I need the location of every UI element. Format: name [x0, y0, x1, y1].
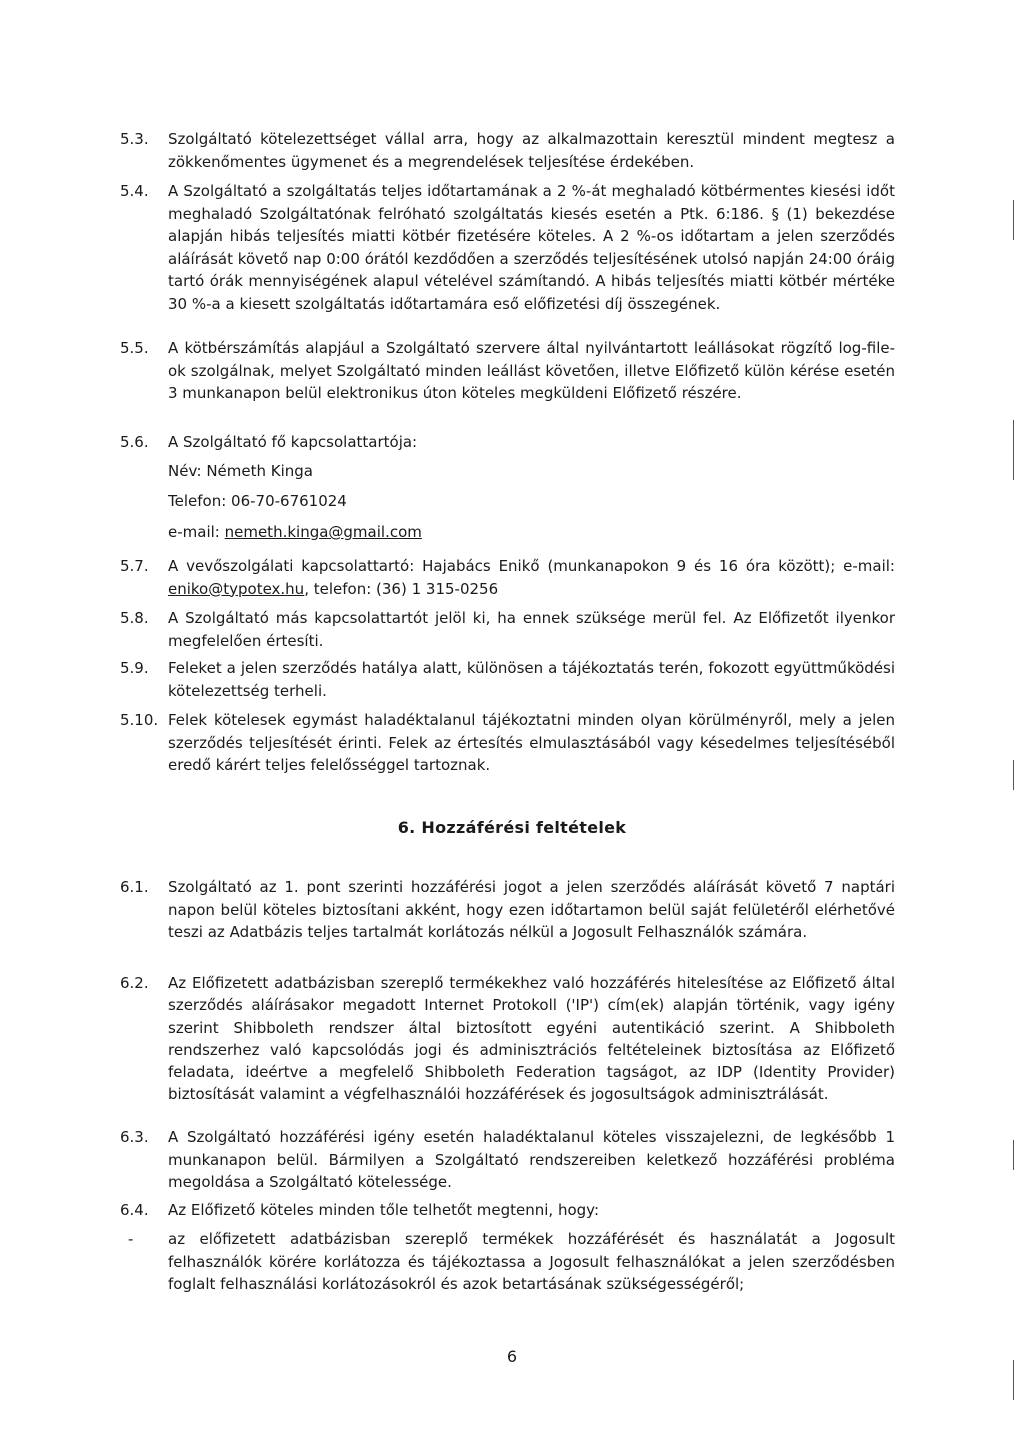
clause-number: 6.4.	[120, 1201, 149, 1219]
scan-edge-mark	[1013, 1140, 1014, 1170]
clause-text: Felek kötelesek egymást haladéktalanul tájékoztatni minden olyan körülményről, mely a jelen szerződés teljesítését érinti. Felek az értesítés elmulasztásából vagy késedelmes teljesítéséből eredő kárért teljes felelősséggel tartoznak.	[168, 711, 895, 774]
clause-5-10	[120, 709, 895, 777]
contact-email-link[interactable]: nemeth.kinga@gmail.com	[224, 523, 422, 541]
clause-text	[168, 555, 895, 600]
bullet-text: az előfizetett adatbázisban szereplő termékek hozzáférését és használatát a Jogosult felhasználók körére korlátozza és tájékoztassa a Jogosult felhasználókat a jelen szerződésben foglalt felhasználási korlátozásokról és azok betartásának szükségességéről;	[168, 1230, 895, 1293]
clause-text-part: , telefon: (36) 1 315-0256	[304, 579, 499, 598]
clause-text: A kötbérszámítás alapjául a Szolgáltató szervere által nyilvántartott leállásokat rögzítő log-file-ok szolgálnak, melyet Szolgáltató minden leállást követően, illetve Előfizető külön kérése esetén 3 munkanapon belül elektronikus úton köteles megküldeni Előfizető részére.	[168, 339, 895, 402]
section-heading: 6. Hozzáférési feltételek	[397, 818, 627, 837]
clause-text: A Szolgáltató hozzáférési igény esetén haladéktalanul köteles visszajelezni, de legkésőbb 1 munkanapon belül. Bármilyen a Szolgáltató rendszereiben keletkező hozzáférési probléma megoldása a Szolgáltató kötelessége.	[168, 1128, 895, 1191]
clause-number: 5.7.	[120, 557, 149, 575]
clause-5-5	[120, 337, 895, 405]
clause-5-4	[120, 180, 895, 315]
clause-5-9	[120, 657, 895, 702]
clause-text: Szolgáltató az 1. pont szerinti hozzáférési jogot a jelen szerződés aláírását követő 7 naptári napon belül köteles biztosítani akként, hogy ezen időtartamon belül saját felületéről elérhetővé teszi az Adatbázis teljes tartalmát korlátozás nélkül a Jogosult Felhasználók számára.	[168, 878, 895, 941]
clause-text: Az Előfizetett adatbázisban szereplő termékekhez való hozzáférés hitelesítése az Előfizető által szerződés aláírásakor megadott Internet Protokoll ('IP') cím(ek) alapján történik, vagy igény szerint Shibboleth rendszer által biztosított egyéni autentikáció szerint. A Shibboleth rendszerhez való kapcsolódás jogi és adminisztrációs feltételeinek biztosítása az Előfizető feladata, ideértve a megfelelő Shibboleth Federation tagságot, az IDP (Identity Provider) biztosítását valamint a végfelhasználói hozzáférések és jogosultságok adminisztrálását.	[168, 974, 895, 1104]
clause-number: 5.4.	[120, 182, 149, 200]
clause-number: 6.1.	[120, 878, 149, 896]
scan-edge-mark	[1013, 760, 1014, 790]
scan-edge-mark	[1013, 200, 1014, 240]
clause-6-3	[120, 1126, 895, 1194]
clause-number: 5.8.	[120, 609, 149, 627]
contact-name: Név: Németh Kinga	[168, 462, 313, 480]
clause-text: A Szolgáltató fő kapcsolattartója:	[168, 433, 418, 451]
clause-6-1	[120, 876, 895, 944]
clause-5-3	[120, 128, 895, 173]
bullet-item	[128, 1228, 895, 1296]
clause-5-6	[120, 431, 895, 454]
clause-6-4	[120, 1199, 895, 1222]
contact-phone: Telefon: 06-70-6761024	[168, 492, 347, 510]
customer-service-email-link[interactable]: eniko@typotex.hu	[168, 579, 305, 598]
clause-number: 6.3.	[120, 1128, 149, 1146]
contact-email-line	[168, 521, 422, 544]
clause-text: Feleket a jelen szerződés hatálya alatt, különösen a tájékoztatás terén, fokozott együttműködési kötelezettség terheli.	[168, 659, 895, 700]
clause-5-7	[120, 555, 895, 600]
page-number: 6	[506, 1347, 518, 1366]
clause-5-8	[120, 607, 895, 652]
scan-edge-mark	[1013, 420, 1014, 480]
clause-number: 5.5.	[120, 339, 149, 357]
clause-text: Szolgáltató kötelezettséget vállal arra, hogy az alkalmazottain keresztül mindent megtesz a zökkenőmentes ügymenet és a megrendelések teljesítése érdekében.	[168, 130, 895, 171]
bullet-dash: -	[128, 1230, 134, 1248]
clause-number: 5.3.	[120, 130, 149, 148]
clause-number: 5.9.	[120, 659, 149, 677]
clause-text: A Szolgáltató a szolgáltatás teljes időtartamának a 2 %-át meghaladó kötbérmentes kiesési időt meghaladó Szolgáltatónak felróható szolgáltatás kiesés esetén a Ptk. 6:186. § (1) bekezdése alapján hibás teljesítés miatti kötbér fizetésére köteles. A 2 %-os időtartam a jelen szerződés aláírását követő nap 0:00 órától kezdődően a szerződés teljesítésének utolsó napján 24:00 óráig tartó órák mennyiségének alapul vételével számítandó. A hibás teljesítés miatti kötbér mértéke 30 %-a a kiesett szolgáltatás időtartamára eső előfizetési díj összegének.	[168, 182, 895, 313]
clause-text-part: A vevőszolgálati kapcsolattartó: Hajabács Enikő (munkanapokon 9 és 16 óra között); e-mail:	[168, 557, 895, 575]
clause-number: 6.2.	[120, 974, 149, 992]
clause-6-2	[120, 972, 895, 1106]
contact-email-label: e-mail:	[168, 523, 225, 541]
scan-edge-mark	[1013, 1360, 1014, 1400]
clause-text: A Szolgáltató más kapcsolattartót jelöl ki, ha ennek szüksége merül fel. Az Előfizetőt ilyenkor megfelelően értesíti.	[168, 609, 895, 650]
clause-number: 5.6.	[120, 433, 149, 451]
clause-number: 5.10.	[120, 711, 159, 729]
clause-text: Az Előfizető köteles minden tőle telhetőt megtenni, hogy:	[168, 1201, 600, 1219]
